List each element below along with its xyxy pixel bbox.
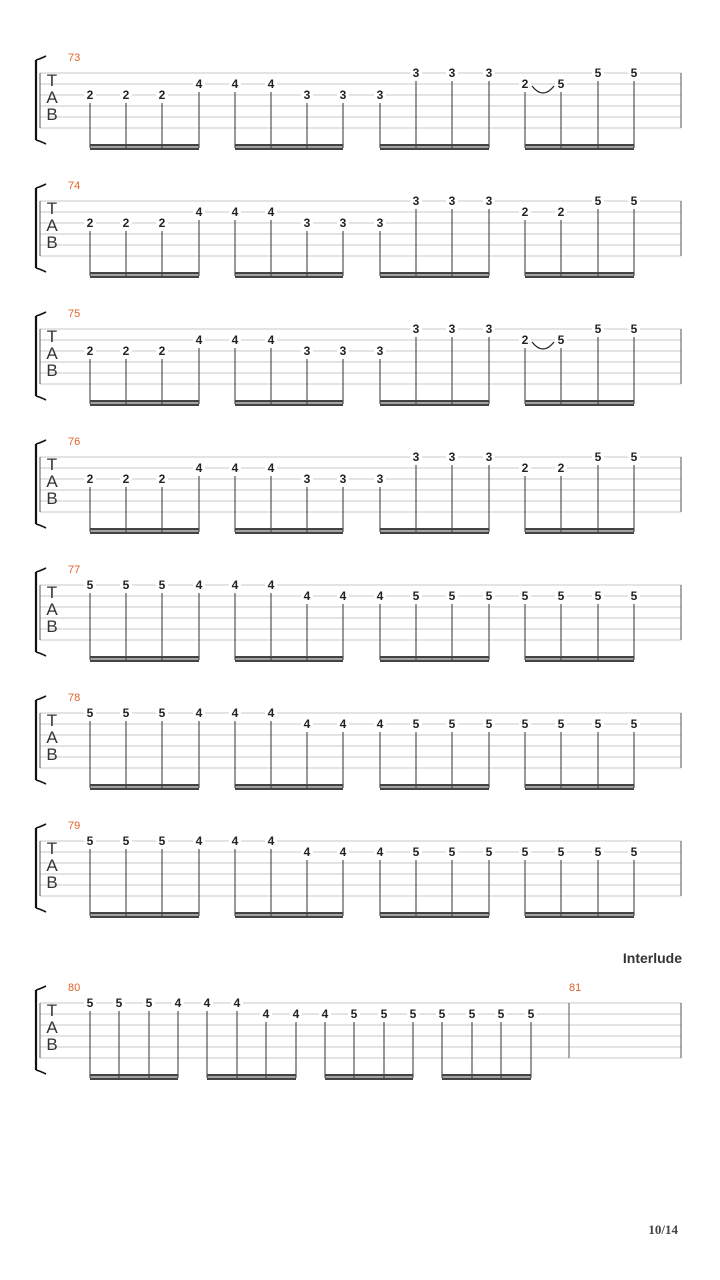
tab-clef-letter: A — [46, 728, 58, 747]
fret-number: 5 — [485, 845, 493, 859]
fret-number: 5 — [122, 578, 130, 592]
fret-number: 5 — [86, 996, 94, 1010]
fret-number: 5 — [485, 717, 493, 731]
fret-number: 2 — [521, 333, 529, 347]
fret-number: 2 — [86, 472, 94, 486]
tab-clef-letter: A — [46, 88, 58, 107]
fret-number: 5 — [158, 706, 166, 720]
beam — [442, 1078, 531, 1081]
bracket-top-hook — [36, 312, 46, 316]
bracket-bottom-hook — [36, 908, 46, 912]
fret-number: 4 — [267, 461, 275, 475]
fret-number: 3 — [448, 450, 456, 464]
fret-number: 2 — [122, 88, 130, 102]
beam — [380, 276, 489, 279]
beam — [90, 404, 199, 407]
tab-clef-letter: B — [46, 873, 58, 892]
fret-number: 4 — [339, 589, 347, 603]
beam — [380, 144, 489, 147]
fret-number: 2 — [158, 88, 166, 102]
fret-number: 3 — [303, 344, 311, 358]
beam — [90, 788, 199, 791]
fret-number: 3 — [485, 450, 493, 464]
tie-slur — [532, 86, 554, 93]
fret-number: 4 — [203, 996, 211, 1010]
fret-number: 5 — [448, 589, 456, 603]
fret-number: 5 — [630, 194, 638, 208]
tab-clef-letter: A — [46, 1018, 58, 1037]
tab-clef-letter: B — [46, 617, 58, 636]
fret-number: 5 — [409, 1007, 417, 1021]
bar-number: 78 — [68, 692, 81, 704]
bracket-bottom-hook — [36, 780, 46, 784]
tab-clef-letter: B — [46, 489, 58, 508]
bracket-top-hook — [36, 184, 46, 188]
fret-number: 5 — [557, 333, 565, 347]
beam — [235, 656, 343, 659]
fret-number: 3 — [376, 472, 384, 486]
beam — [380, 784, 489, 787]
fret-number: 5 — [115, 996, 123, 1010]
fret-number: 3 — [376, 344, 384, 358]
beam — [90, 148, 199, 151]
bracket-bottom-hook — [36, 268, 46, 272]
tab-clef-letter: A — [46, 600, 58, 619]
fret-number: 5 — [122, 834, 130, 848]
fret-number: 3 — [412, 450, 420, 464]
fret-number: 5 — [630, 66, 638, 80]
fret-number: 3 — [376, 216, 384, 230]
fret-number: 2 — [521, 205, 529, 219]
fret-number: 3 — [303, 216, 311, 230]
fret-number: 2 — [521, 77, 529, 91]
fret-number: 5 — [448, 845, 456, 859]
beam — [325, 1078, 413, 1081]
beam — [235, 272, 343, 275]
fret-number: 5 — [594, 66, 602, 80]
beam — [207, 1074, 296, 1077]
fret-number: 2 — [122, 344, 130, 358]
fret-number: 4 — [376, 845, 384, 859]
beam — [525, 148, 634, 151]
fret-number: 3 — [339, 344, 347, 358]
fret-number: 3 — [412, 66, 420, 80]
beam — [235, 660, 343, 663]
beam — [90, 528, 199, 531]
fret-number: 5 — [521, 589, 529, 603]
tab-clef-letter: B — [46, 105, 58, 124]
bracket-top-hook — [36, 440, 46, 444]
bracket-bottom-hook — [36, 140, 46, 144]
fret-number: 2 — [158, 344, 166, 358]
fret-number: 5 — [412, 589, 420, 603]
fret-number: 5 — [594, 322, 602, 336]
fret-number: 5 — [158, 578, 166, 592]
beam — [90, 1078, 178, 1081]
fret-number: 3 — [485, 322, 493, 336]
tab-clef-letter: A — [46, 472, 58, 491]
fret-number: 5 — [594, 845, 602, 859]
fret-number: 5 — [521, 717, 529, 731]
fret-number: 5 — [594, 589, 602, 603]
fret-number: 5 — [557, 77, 565, 91]
beam — [235, 528, 343, 531]
fret-number: 3 — [339, 472, 347, 486]
beam — [235, 404, 343, 407]
fret-number: 4 — [376, 717, 384, 731]
bar-number: 81 — [569, 982, 582, 994]
fret-number: 4 — [339, 845, 347, 859]
beam — [90, 272, 199, 275]
fret-number: 5 — [86, 578, 94, 592]
fret-number: 3 — [485, 194, 493, 208]
beam — [525, 660, 634, 663]
fret-number: 4 — [195, 77, 203, 91]
fret-number: 3 — [448, 322, 456, 336]
bar-number: 76 — [68, 436, 81, 448]
fret-number: 5 — [557, 845, 565, 859]
beam — [90, 784, 199, 787]
fret-number: 4 — [267, 205, 275, 219]
fret-number: 5 — [630, 589, 638, 603]
fret-number: 2 — [86, 344, 94, 358]
tab-clef-letter: T — [46, 327, 58, 346]
beam — [235, 532, 343, 535]
fret-number: 2 — [122, 216, 130, 230]
fret-number: 2 — [557, 205, 565, 219]
beam — [525, 784, 634, 787]
fret-number: 5 — [350, 1007, 358, 1021]
beam — [525, 528, 634, 531]
tab-clef-letter: B — [46, 361, 58, 380]
fret-number: 4 — [267, 333, 275, 347]
fret-number: 5 — [630, 845, 638, 859]
tie-slur — [532, 342, 554, 349]
beam — [525, 656, 634, 659]
fret-number: 3 — [339, 216, 347, 230]
tab-clef-letter: A — [46, 216, 58, 235]
fret-number: 5 — [630, 450, 638, 464]
fret-number: 5 — [86, 834, 94, 848]
bracket-bottom-hook — [36, 524, 46, 528]
bracket-top-hook — [36, 568, 46, 572]
beam — [90, 400, 199, 403]
bracket-top-hook — [36, 986, 46, 990]
beam — [90, 916, 199, 919]
tab-clef-letter: T — [46, 199, 58, 218]
fret-number: 5 — [557, 589, 565, 603]
fret-number: 2 — [557, 461, 565, 475]
fret-number: 4 — [195, 706, 203, 720]
fret-number: 4 — [267, 834, 275, 848]
beam — [525, 916, 634, 919]
beam — [90, 660, 199, 663]
tab-clef-letter: A — [46, 856, 58, 875]
bar-number: 80 — [68, 982, 81, 994]
fret-number: 4 — [231, 333, 239, 347]
beam — [90, 912, 199, 915]
beam — [380, 272, 489, 275]
beam — [90, 144, 199, 147]
section-label-interlude: Interlude — [622, 950, 682, 966]
fret-number: 3 — [412, 194, 420, 208]
fret-number: 4 — [231, 578, 239, 592]
fret-number: 4 — [195, 578, 203, 592]
fret-number: 5 — [412, 717, 420, 731]
beam — [525, 144, 634, 147]
fret-number: 5 — [521, 845, 529, 859]
beam — [235, 400, 343, 403]
fret-number: 4 — [303, 589, 311, 603]
bracket-top-hook — [36, 56, 46, 60]
fret-number: 4 — [195, 205, 203, 219]
fret-number: 5 — [630, 322, 638, 336]
fret-number: 5 — [497, 1007, 505, 1021]
fret-number: 4 — [233, 996, 241, 1010]
beam — [380, 788, 489, 791]
tab-clef-letter: T — [46, 839, 58, 858]
fret-number: 2 — [521, 461, 529, 475]
bracket-top-hook — [36, 824, 46, 828]
fret-number: 5 — [380, 1007, 388, 1021]
fret-number: 4 — [195, 834, 203, 848]
bar-number: 73 — [68, 52, 81, 64]
fret-number: 4 — [292, 1007, 300, 1021]
fret-number: 4 — [376, 589, 384, 603]
fret-number: 4 — [231, 706, 239, 720]
bar-number: 79 — [68, 820, 81, 832]
fret-number: 3 — [485, 66, 493, 80]
fret-number: 5 — [412, 845, 420, 859]
fret-number: 5 — [468, 1007, 476, 1021]
fret-number: 4 — [231, 77, 239, 91]
beam — [525, 276, 634, 279]
beam — [380, 400, 489, 403]
beam — [235, 916, 343, 919]
fret-number: 4 — [231, 834, 239, 848]
beam — [380, 912, 489, 915]
beam — [207, 1078, 296, 1081]
tab-clef-letter: T — [46, 71, 58, 90]
bar-number: 74 — [68, 180, 81, 192]
beam — [525, 400, 634, 403]
fret-number: 3 — [339, 88, 347, 102]
tab-clef-letter: A — [46, 344, 58, 363]
fret-number: 4 — [339, 717, 347, 731]
fret-number: 3 — [376, 88, 384, 102]
fret-number: 5 — [557, 717, 565, 731]
fret-number: 5 — [122, 706, 130, 720]
bar-number: 75 — [68, 308, 81, 320]
tab-clef-letter: T — [46, 583, 58, 602]
tab-clef-letter: B — [46, 745, 58, 764]
bracket-top-hook — [36, 696, 46, 700]
tab-clef-letter: T — [46, 455, 58, 474]
beam — [442, 1074, 531, 1077]
fret-number: 4 — [321, 1007, 329, 1021]
fret-number: 4 — [174, 996, 182, 1010]
fret-number: 2 — [122, 472, 130, 486]
fret-number: 4 — [195, 461, 203, 475]
fret-number: 2 — [86, 88, 94, 102]
fret-number: 2 — [158, 472, 166, 486]
beam — [525, 912, 634, 915]
beam — [380, 660, 489, 663]
beam — [525, 404, 634, 407]
fret-number: 4 — [262, 1007, 270, 1021]
fret-number: 5 — [594, 194, 602, 208]
bar-number: 77 — [68, 564, 81, 576]
beam — [235, 788, 343, 791]
tab-clef-letter: T — [46, 1001, 58, 1020]
fret-number: 3 — [303, 88, 311, 102]
fret-number: 2 — [86, 216, 94, 230]
beam — [525, 788, 634, 791]
fret-number: 5 — [594, 717, 602, 731]
fret-number: 5 — [158, 834, 166, 848]
fret-number: 5 — [485, 589, 493, 603]
beam — [235, 148, 343, 151]
fret-number: 4 — [303, 717, 311, 731]
fret-number: 2 — [158, 216, 166, 230]
bracket-bottom-hook — [36, 652, 46, 656]
beam — [525, 272, 634, 275]
beam — [90, 1074, 178, 1077]
fret-number: 5 — [448, 717, 456, 731]
tab-clef-letter: B — [46, 233, 58, 252]
fret-number: 4 — [267, 706, 275, 720]
beam — [380, 148, 489, 151]
beam — [380, 916, 489, 919]
beam — [90, 532, 199, 535]
fret-number: 4 — [231, 205, 239, 219]
beam — [235, 784, 343, 787]
fret-number: 4 — [267, 77, 275, 91]
page-number: 10/14 — [648, 1222, 678, 1237]
fret-number: 3 — [412, 322, 420, 336]
beam — [325, 1074, 413, 1077]
beam — [90, 656, 199, 659]
beam — [235, 912, 343, 915]
bracket-bottom-hook — [36, 1070, 46, 1074]
beam — [380, 656, 489, 659]
fret-number: 4 — [267, 578, 275, 592]
beam — [525, 532, 634, 535]
bracket-bottom-hook — [36, 396, 46, 400]
fret-number: 5 — [594, 450, 602, 464]
fret-number: 5 — [630, 717, 638, 731]
fret-number: 4 — [303, 845, 311, 859]
fret-number: 4 — [231, 461, 239, 475]
tab-clef-letter: T — [46, 711, 58, 730]
beam — [380, 528, 489, 531]
beam — [90, 276, 199, 279]
beam — [380, 404, 489, 407]
fret-number: 5 — [86, 706, 94, 720]
fret-number: 5 — [438, 1007, 446, 1021]
fret-number: 5 — [527, 1007, 535, 1021]
fret-number: 4 — [195, 333, 203, 347]
fret-number: 3 — [448, 194, 456, 208]
beam — [235, 276, 343, 279]
fret-number: 3 — [448, 66, 456, 80]
beam — [380, 532, 489, 535]
tab-clef-letter: B — [46, 1035, 58, 1054]
beam — [235, 144, 343, 147]
fret-number: 3 — [303, 472, 311, 486]
fret-number: 5 — [145, 996, 153, 1010]
